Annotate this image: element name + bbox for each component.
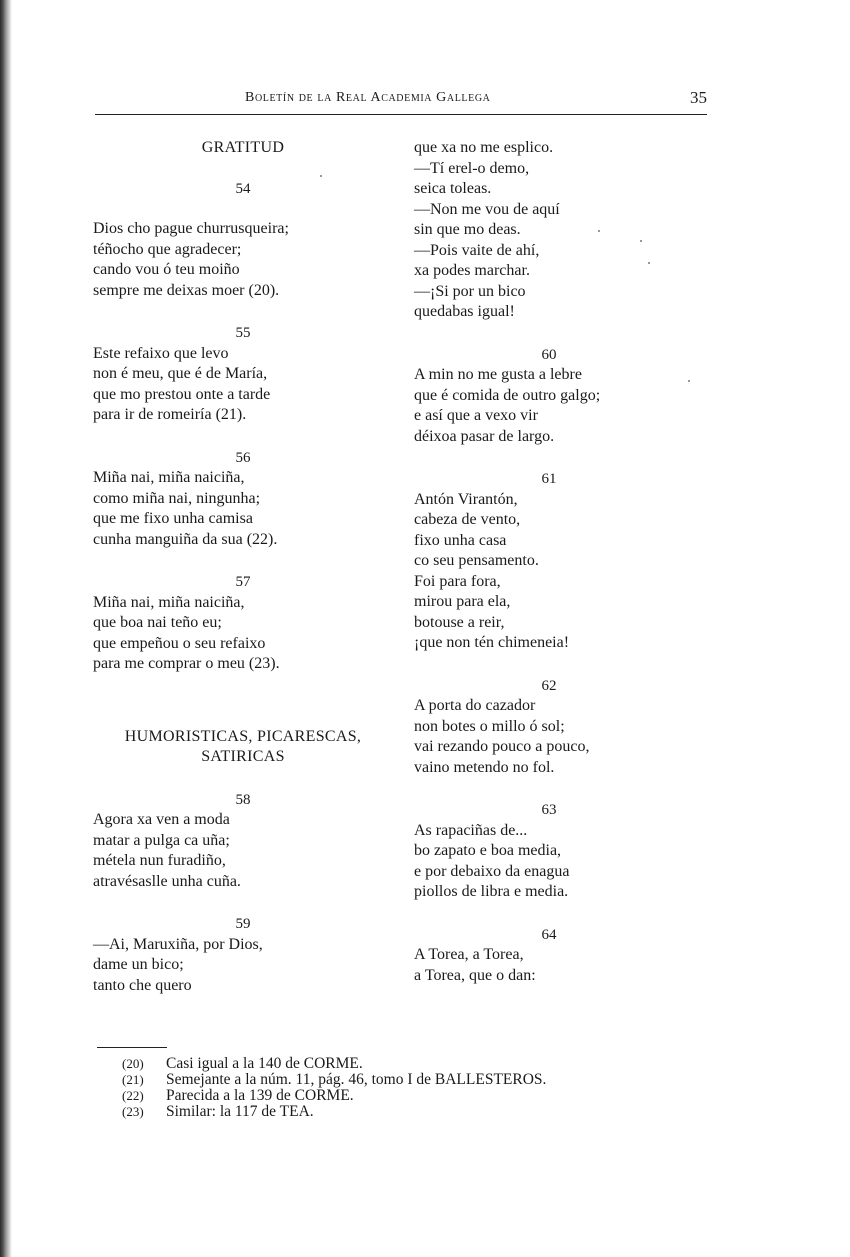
verse-line: ¡que non tén chimeneia! [414, 634, 570, 651]
section-title-humoristicas: HUMORISTICAS, PICARESCAS, [124, 727, 362, 745]
verse-line: xa podes marchar. [414, 262, 530, 279]
section-title-satiricas: SATIRICAS [201, 748, 285, 765]
scan-binding-edge [0, 0, 12, 1257]
verse-line: a Torea, que o dan: [414, 966, 536, 984]
verse-line: que mo prestou onte a tarde [93, 385, 271, 403]
verse-line: mirou para ela, [414, 593, 511, 610]
verse-line: quedabas igual! [414, 303, 515, 320]
verse-line: —Non me vou de aquí [414, 200, 560, 218]
verse-line: métela nun furadiño, [93, 852, 226, 869]
verse-line: sin que mo deas. [414, 221, 521, 238]
poem-number: 57 [235, 574, 251, 590]
footnote-text: Casi igual a la 140 de CORME. [166, 1055, 363, 1072]
right-column [414, 138, 684, 986]
verse-line: A Torea, a Torea, [414, 946, 524, 963]
poem-number: 55 [235, 325, 251, 341]
footnote-text: Semejante a la núm. 11, pág. 46, tomo I de BALLESTEROS. [166, 1071, 547, 1088]
scan-speck [688, 380, 690, 382]
footnote-20 [97, 1056, 737, 1072]
verse-line: para ir de romeiría (21). [93, 406, 247, 423]
scan-speck [648, 262, 650, 264]
poem-61 [414, 469, 684, 654]
verse-line: A min no me gusta a lebre [414, 366, 582, 383]
verse-line: Agora xa ven a moda [93, 811, 230, 828]
verse-line: para me comprar o meu (23). [93, 655, 280, 672]
poem-number: 61 [541, 471, 557, 487]
verse-line: Miña nai, miña naiciña, [93, 469, 245, 486]
verse-line: que xa no me esplico. [414, 139, 554, 156]
poem-63 [414, 800, 684, 903]
footnote-22 [97, 1088, 737, 1104]
page-header [95, 88, 707, 115]
verse-line: como miña nai, ningunha; [93, 489, 261, 507]
verse-line: seica toleas. [414, 180, 492, 197]
poem-58 [93, 790, 393, 893]
verse-line: matar a pulga ca uña; [93, 831, 230, 849]
verse-line: —Tí erel-o demo, [414, 159, 530, 177]
verse-line: Miña nai, miña naiciña, [93, 593, 245, 611]
verse-line: cabeza de vento, [414, 511, 521, 528]
verse-line: cando vou ó teu moiño [93, 261, 240, 278]
verse-line: que me fixo unha camisa [93, 510, 253, 527]
verse-line: Este refaixo que levo [93, 344, 229, 362]
footnote-mark: (20) [122, 1056, 144, 1071]
footnote-text: Similar: la 117 de TEA. [166, 1103, 314, 1120]
poem-56 [93, 448, 393, 551]
verse-line: —¡Si por un bico [414, 282, 526, 300]
verse-line: vaino metendo no fol. [414, 758, 555, 776]
verse-line: —Ai, Maruxiña, por Dios, [93, 935, 263, 953]
verse-line: atravésaslle unha cuña. [93, 872, 241, 890]
poem-55 [93, 323, 393, 426]
verse-line: tanto che quero [93, 976, 192, 994]
verse-line: Antón Virantón, [414, 490, 518, 508]
verse-line: —Pois vaite de ahí, [414, 241, 540, 259]
verse-line: dame un bico; [93, 956, 184, 973]
verse-line: co seu pensamento. [414, 552, 539, 569]
verse-line: e por debaixo da enagua [414, 862, 570, 880]
poem-number: 63 [541, 802, 557, 818]
poem-number: 64 [541, 926, 557, 943]
footnote-rule [97, 1047, 167, 1048]
verse-line: cunha manguiña da sua (22). [93, 530, 278, 548]
verse-line: As rapaciñas de... [414, 821, 528, 839]
poem-60 [414, 345, 684, 448]
verse-line: déixoa pasar de largo. [414, 427, 555, 445]
verse-line: non botes o millo ó sol; [414, 717, 565, 735]
section-title-gratitud: GRATITUD [201, 139, 285, 156]
poem-number: 58 [235, 791, 251, 808]
verse-line: Dios cho pague churrusqueira; [93, 220, 289, 237]
verse-line: non é meu, que é de María, [93, 365, 268, 382]
verse-line: que é comida de outro galgo; [414, 386, 601, 404]
footnotes [97, 1047, 737, 1120]
poem-number: 60 [541, 346, 557, 363]
poem-number: 62 [541, 677, 557, 694]
poem-57 [93, 572, 393, 675]
left-column [93, 138, 393, 996]
running-title: Boletín de la Real Academia Gallega [245, 90, 491, 105]
poem-number: 59 [235, 916, 251, 932]
footnote-text: Parecida a la 139 de CORME. [166, 1087, 354, 1104]
poem-64 [414, 925, 684, 987]
verse-line: que boa nai teño eu; [93, 614, 222, 631]
verse-line: Foi para fora, [414, 572, 501, 590]
footnote-mark: (21) [122, 1072, 144, 1087]
poem-62 [414, 676, 684, 779]
verse-line: botouse a reir, [414, 613, 505, 631]
footnote-mark: (22) [122, 1088, 144, 1103]
verse-line: e así que a vexo vir [414, 407, 538, 424]
poem-number: 56 [235, 449, 251, 466]
verse-line: A porta do cazador [414, 697, 536, 714]
verse-line: sempre me deixas moer (20). [93, 281, 280, 299]
scan-speck [640, 240, 642, 242]
scan-speck [598, 230, 600, 232]
footnote-21 [97, 1072, 737, 1088]
poem-number: 54 [235, 180, 251, 197]
verse-line: bo zapato e boa media, [414, 842, 562, 859]
poem-54 [93, 179, 393, 302]
verse-line: piollos de libra e media. [414, 883, 569, 900]
footnote-23 [97, 1104, 737, 1120]
scan-speck [320, 175, 322, 177]
page-number: 35 [690, 88, 707, 107]
poem-59-continued [414, 138, 684, 323]
verse-line: vai rezando pouco a pouco, [414, 738, 590, 755]
verse-line: fixo unha casa [414, 531, 507, 549]
footnote-mark: (23) [122, 1104, 144, 1119]
verse-line: que empeñou o seu refaixo [93, 634, 266, 652]
poem-59 [93, 914, 393, 996]
verse-line: téñocho que agradecer; [93, 240, 242, 258]
